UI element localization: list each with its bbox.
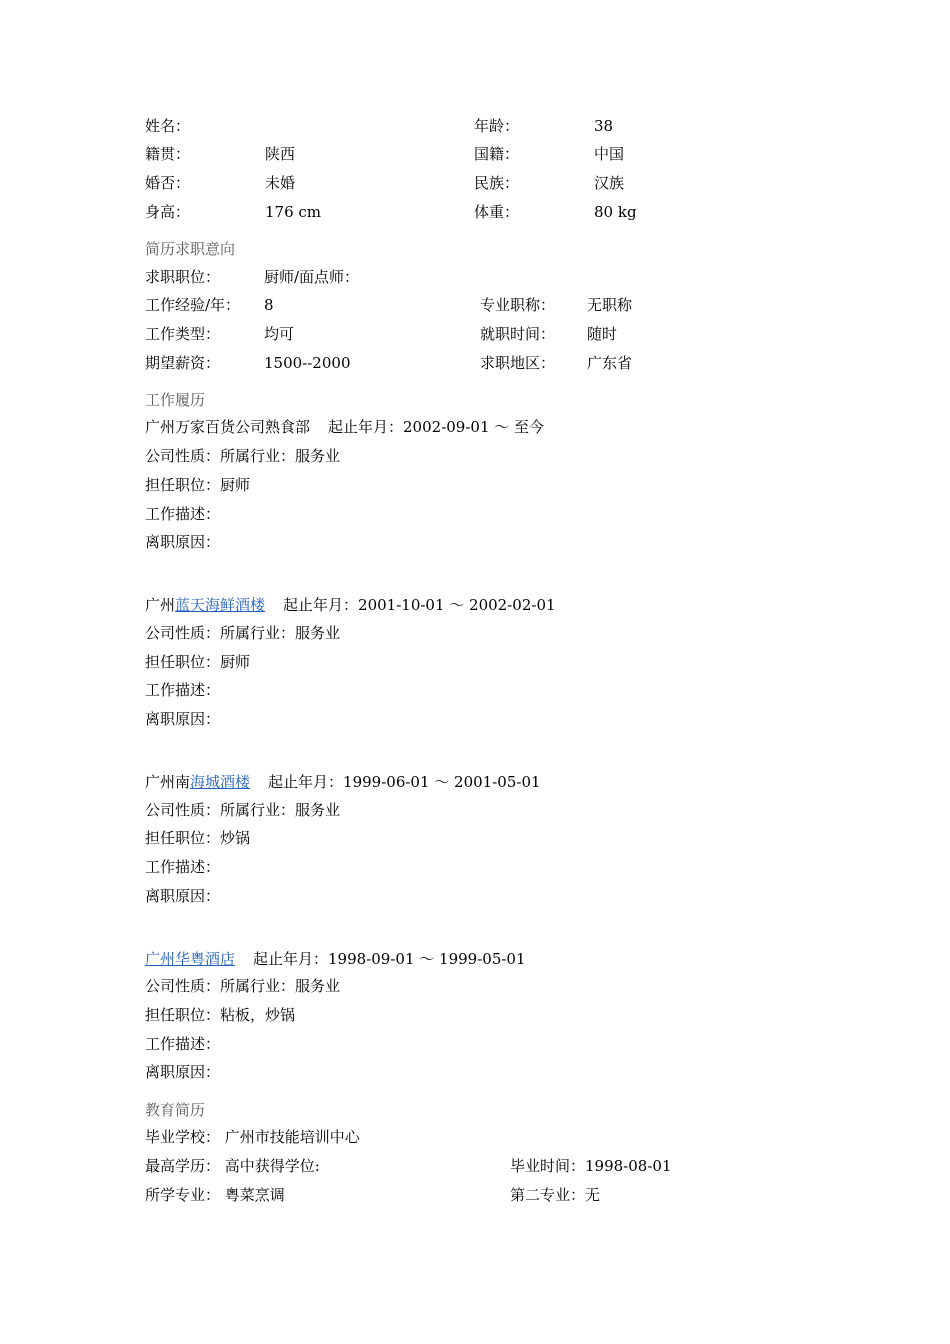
position-value: 厨师/面点师： [264,268,360,286]
job-3-period: 起止年月：1999-06-01 ～ 2001-05-01 [268,773,541,791]
job-2-period: 起止年月：2001-10-01 ～ 2002-02-01 [283,596,556,614]
professional-title-value: 无职称 [587,296,633,314]
nationality-value: 中国 [594,145,625,163]
intent-section-title: 简历求职意向 [145,240,236,258]
name-label: 姓名： [145,117,191,135]
job-1-position: 担任职位：厨师 [145,476,251,494]
job-3-nature: 公司性质：所属行业：服务业 [145,801,341,819]
job-1-description: 工作描述： [145,505,221,523]
job-4-period: 起止年月：1998-09-01 ～ 1999-05-01 [253,950,526,968]
job-3-description: 工作描述： [145,858,221,876]
work-type-value: 均可 [264,325,295,343]
marital-label: 婚否： [145,174,191,192]
job-4-position: 担任职位：粘板，炒锅 [145,1006,296,1024]
job-3-reason: 离职原因： [145,887,221,905]
job-4-nature: 公司性质：所属行业：服务业 [145,977,341,995]
education-grad-time: 毕业时间：1998-08-01 [510,1157,672,1175]
work-section-title: 工作履历 [145,391,206,409]
job-4-header [145,948,526,970]
marital-value: 未婚 [265,174,296,192]
job-1-reason: 离职原因： [145,533,221,551]
job-4-description: 工作描述： [145,1035,221,1053]
age-value: 38 [594,117,614,135]
education-major: 所学专业： 粤菜烹调 [145,1186,285,1204]
job-3-header [145,771,541,793]
education-second-major: 第二专业：无 [510,1186,601,1204]
work-type-label: 工作类型： [145,325,221,343]
age-label: 年龄： [474,117,520,135]
start-time-value: 随时 [587,325,618,343]
job-4-company-link[interactable]: 广州华粤酒店 [145,950,236,968]
region-value: 广东省 [587,354,633,372]
education-degree: 最高学历： 高中获得学位: [145,1157,320,1175]
ethnicity-value: 汉族 [594,174,625,192]
job-2-reason: 离职原因： [145,710,221,728]
job-2-company-link[interactable]: 蓝天海鲜酒楼 [175,596,266,614]
job-2-position: 担任职位：厨师 [145,653,251,671]
position-label: 求职职位： [145,268,221,286]
job-1-period: 起止年月：2002-09-01 ～ 至今 [328,418,545,436]
job-3-company-prefix: 广州南 [145,773,191,791]
native-label: 籍贯： [145,145,191,163]
ethnicity-label: 民族： [474,174,520,192]
job-4-reason: 离职原因： [145,1063,221,1081]
height-value: 176 cm [265,203,322,221]
job-2-nature: 公司性质：所属行业：服务业 [145,624,341,642]
nationality-label: 国籍： [474,145,520,163]
weight-value: 80 kg [594,203,637,221]
job-2-company-prefix: 广州 [145,596,176,614]
job-1-header [145,416,544,438]
salary-label: 期望薪资： [145,354,221,372]
start-time-label: 就职时间： [480,325,556,343]
height-label: 身高： [145,203,191,221]
education-school: 毕业学校： 广州市技能培训中心 [145,1128,360,1146]
job-3-company-link[interactable]: 海城酒楼 [190,773,251,791]
job-3-position: 担任职位：炒锅 [145,829,251,847]
job-1-company: 广州万家百货公司熟食部 [145,418,311,436]
education-section-title: 教育简历 [145,1101,206,1119]
professional-title-label: 专业职称： [480,296,556,314]
experience-value: 8 [264,296,274,314]
job-1-nature: 公司性质：所属行业：服务业 [145,447,341,465]
job-2-description: 工作描述： [145,681,221,699]
salary-value: 1500--2000 [264,354,351,372]
job-2-header [145,594,556,616]
experience-label: 工作经验/年： [145,296,241,314]
region-label: 求职地区： [480,354,556,372]
native-value: 陕西 [265,145,296,163]
weight-label: 体重： [474,203,520,221]
